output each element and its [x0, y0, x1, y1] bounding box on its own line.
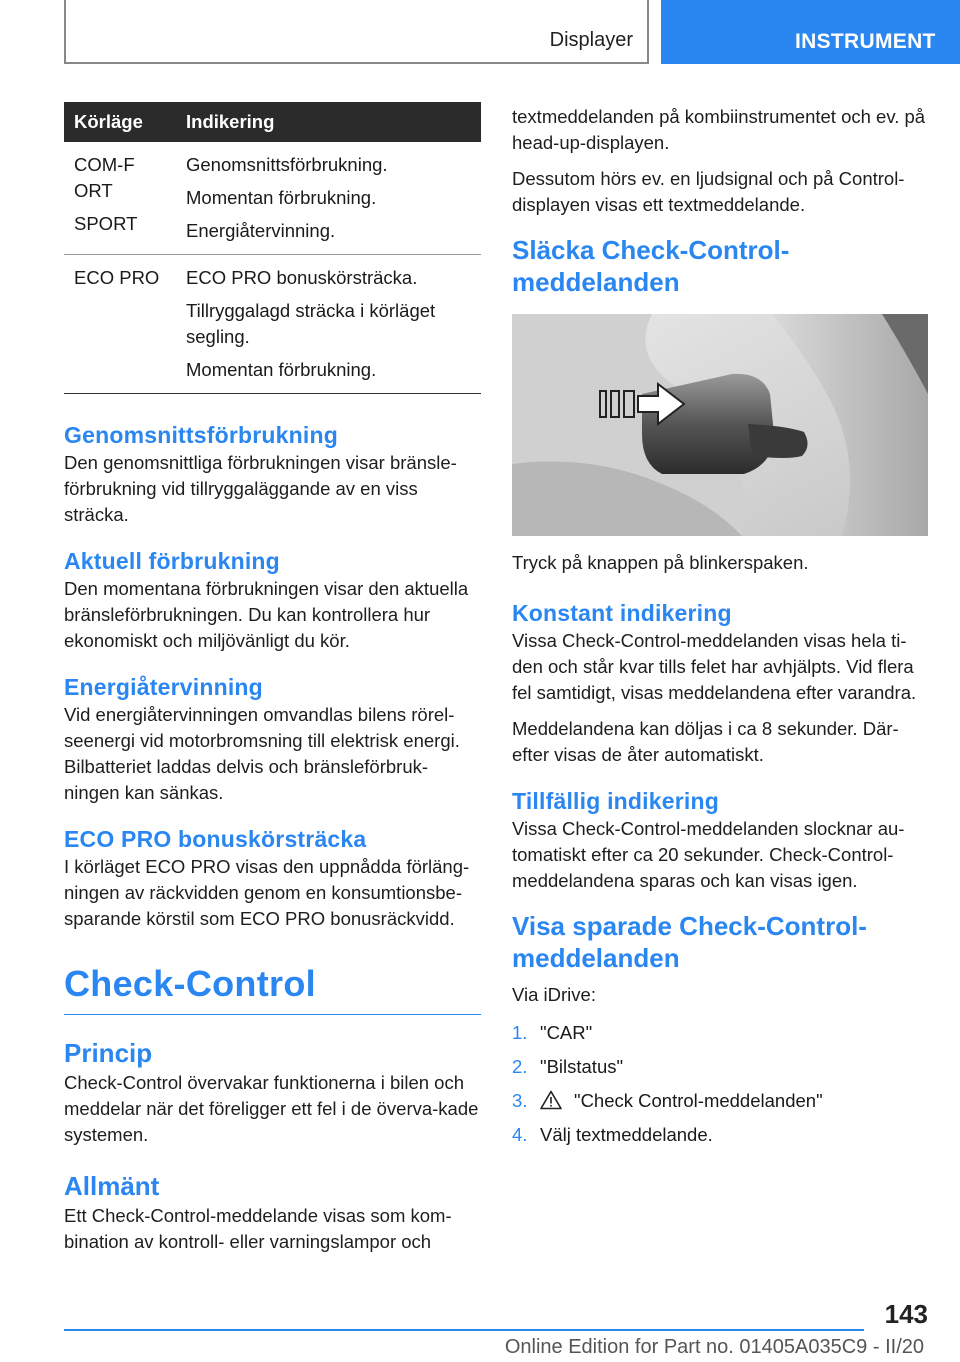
- principle-heading: Princip: [64, 1038, 153, 1068]
- indication-text: Momentan förbrukning.: [186, 359, 377, 380]
- warning-triangle-icon: [540, 1090, 562, 1110]
- indication-text: Genomsnittsförbrukning.: [186, 154, 388, 175]
- turn-signal-lever-illustration: [512, 314, 928, 536]
- current-consumption-heading: Aktuell förbrukning: [64, 548, 280, 574]
- left-column: [64, 102, 481, 1255]
- table-cell-indication: [176, 142, 481, 255]
- principle-text: Check-Control övervakar funktionerna i bilen och meddelar när det föreligger ett fel i de överva-kade systemen.: [64, 1072, 479, 1145]
- hidden-messages-text: Meddelandena kan döljas i ca 8 sekunder. Där-efter visas de åter automatiskt.: [512, 718, 899, 765]
- header-section-frame: [64, 0, 649, 64]
- table-cell-mode: [64, 255, 176, 394]
- mode-text: COM-FORT: [74, 154, 135, 201]
- hide-messages-heading: Släcka Check-Control-meddelanden: [512, 235, 790, 297]
- table-row: [64, 142, 481, 255]
- step-text: "Check Control-meddelanden": [574, 1090, 823, 1111]
- energy-recovery-text: Vid energiåtervinningen omvandlas bilens rörel-seenergi vid motorbromsning till elektrisk energi. Bilbatteriet laddas delvis och bränsleförbruk-ningen kan sänkas.: [64, 704, 460, 803]
- general-text: Ett Check-Control-meddelande visas som kom-bination av kontroll- eller varningslampor och: [64, 1205, 452, 1252]
- eco-pro-bonus-heading: ECO PRO bonuskörsträcka: [64, 826, 367, 852]
- step-number: 2.: [512, 1056, 528, 1077]
- signal-text: Dessutom hörs ev. en ljudsignal och på Control-displayen visas ett textmeddelande.: [512, 168, 905, 215]
- indication-text: ECO PRO bonuskörsträcka.: [186, 267, 418, 288]
- drive-mode-table: [64, 102, 481, 394]
- table-row: [64, 255, 481, 394]
- table-cell-indication: [176, 255, 481, 394]
- list-item: [512, 1020, 928, 1046]
- header-section-label: Displayer: [549, 29, 633, 51]
- show-saved-messages-heading: Visa sparade Check-Control-meddelanden: [512, 911, 867, 973]
- temporary-indication-heading: Tillfällig indikering: [512, 788, 719, 814]
- table-header-mode: Körläge: [64, 102, 176, 142]
- header-chapter-tab: [661, 0, 960, 64]
- header-chapter-label: INSTRUMENT: [795, 30, 936, 53]
- eco-pro-bonus-text: I körläget ECO PRO visas den uppnådda förläng-ningen av räckvidden genom en konsumtionsbe-sparande körstil som ECO PRO bonusräckvidd.: [64, 856, 470, 929]
- check-control-title: Check-Control: [64, 962, 481, 1015]
- indication-text: Energiåtervinning.: [186, 220, 336, 241]
- step-number: 1.: [512, 1022, 528, 1043]
- via-idrive-text: Via iDrive:: [512, 984, 596, 1005]
- avg-consumption-heading: Genomsnittsförbrukning: [64, 422, 339, 448]
- constant-indication-text: Vissa Check-Control-meddelanden visas hela ti-den och står kvar tills felet har avhjälpts. Vid flera fel samtidigt, visas meddelandena efter varandra.: [512, 630, 917, 703]
- general-heading: Allmänt: [64, 1171, 160, 1201]
- step-text: "CAR": [540, 1022, 593, 1043]
- right-column: [512, 104, 928, 1156]
- list-item: [512, 1122, 928, 1148]
- mode-text: SPORT: [74, 213, 138, 234]
- table-header-indication: Indikering: [176, 102, 481, 142]
- energy-recovery-heading: Energiåtervinning: [64, 674, 263, 700]
- step-text: Välj textmeddelande.: [540, 1124, 713, 1145]
- temporary-indication-text: Vissa Check-Control-meddelanden slocknar au-tomatiskt efter ca 20 sekunder. Check-Control-meddelandena sparas och kan visas igen.: [512, 818, 905, 891]
- footer-divider: [64, 1329, 864, 1331]
- list-item: [512, 1088, 928, 1114]
- avg-consumption-text: Den genomsnittliga förbrukningen visar bränsle-förbrukning vid tillryggaläggande av en viss sträcka.: [64, 452, 457, 525]
- indication-text: Momentan förbrukning.: [186, 187, 377, 208]
- mode-text: ECO PRO: [74, 267, 160, 288]
- constant-indication-heading: Konstant indikering: [512, 600, 732, 626]
- idrive-steps-list: [512, 1020, 928, 1148]
- indication-text: Tillryggalagd sträcka i körläget segling.: [186, 300, 436, 347]
- step-number: 4.: [512, 1124, 528, 1145]
- page-number: 143: [884, 1299, 928, 1329]
- table-cell-mode: [64, 142, 176, 255]
- footer-edition-text: Online Edition for Part no. 01405A035C9 - II/20: [504, 1336, 924, 1358]
- continued-text: textmeddelanden på kombiinstrumentet och ev. på head-up-displayen.: [512, 106, 926, 153]
- table-header-row: [64, 102, 481, 142]
- press-lever-text: Tryck på knappen på blinkerspaken.: [512, 552, 809, 573]
- step-text: "Bilstatus": [540, 1056, 624, 1077]
- current-consumption-text: Den momentana förbrukningen visar den aktuella bränsleförbrukningen. Du kan kontrollera hur ekonomiskt och miljövänligt du kör.: [64, 578, 469, 651]
- step-number: 3.: [512, 1090, 528, 1111]
- list-item: [512, 1054, 928, 1080]
